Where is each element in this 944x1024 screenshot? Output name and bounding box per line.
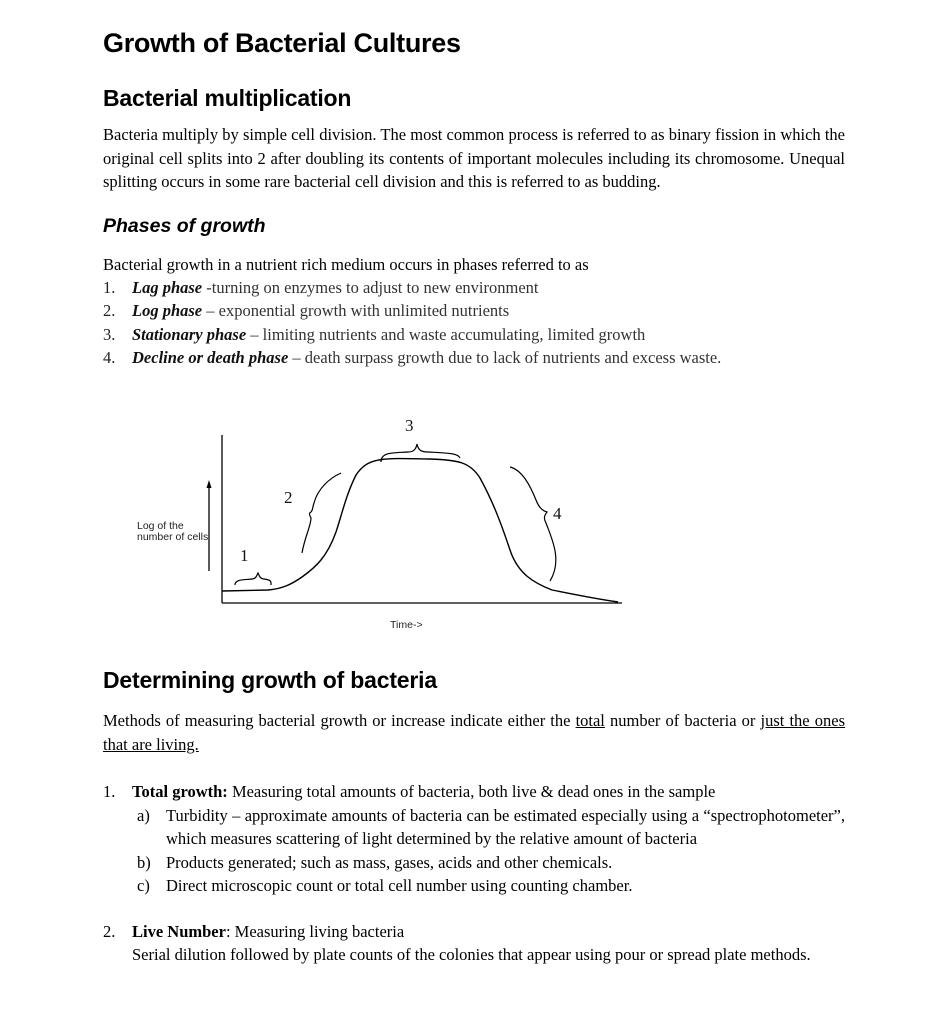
bracket-decline-phase [510, 467, 556, 581]
phase-number: 2. [103, 301, 116, 320]
phase-number: 1. [103, 277, 116, 297]
sub-item-letter: b) [137, 852, 151, 872]
sub-item-direct-count [132, 874, 845, 898]
heading-phases-of-growth: Phases of growth [103, 214, 266, 237]
heading-bacterial-multiplication: Bacterial multiplication [103, 85, 352, 111]
methods-list [103, 780, 845, 967]
phase-number: 3. [103, 324, 116, 344]
phase-term: Decline or death phase [132, 348, 289, 367]
y-axis-label-line1: Log of the [137, 520, 184, 532]
method-number: 1. [103, 782, 116, 801]
sub-item-text: Products generated; such as mass, gases, acids and other chemicals. [166, 852, 613, 872]
sub-item-letter: c) [137, 876, 150, 895]
sub-method-list [132, 804, 845, 898]
method-label: Total growth: [132, 782, 228, 801]
phase-description: – limiting nutrients and waste accumulating, limited growth [246, 324, 646, 344]
intro-text: number of bacteria or [604, 711, 761, 730]
method-number: 2. [103, 921, 116, 941]
phase-item-lag [103, 276, 845, 300]
phase-number: 4. [103, 348, 116, 367]
method-text: Measuring total amounts of bacteria, both live & dead ones in the sample [227, 782, 716, 801]
method-title-line [132, 920, 845, 944]
document-section-growth [103, 24, 845, 370]
marker-phase-2: 2 [284, 488, 293, 507]
sub-item-turbidity [132, 804, 845, 851]
marker-phase-3: 3 [405, 416, 414, 435]
marker-phase-1: 1 [240, 546, 249, 565]
phase-item-stationary [103, 323, 845, 347]
intro-underlined-living: just the ones that are living. [103, 711, 845, 754]
sub-item-letter: a) [137, 805, 150, 825]
method-text: : Measuring living bacteria [225, 921, 405, 941]
document-section-determining [103, 664, 845, 967]
method-label: Live Number [132, 921, 226, 941]
sub-item-text: Direct microscopic count or total cell number using counting chamber. [166, 876, 633, 895]
y-axis-arrow-head [207, 480, 212, 488]
phases-intro: Bacterial growth in a nutrient rich medium occurs in phases referred to as [103, 254, 589, 274]
phase-item-log [103, 299, 845, 323]
method-item-total-growth [103, 780, 845, 898]
heading-determining-growth: Determining growth of bacteria [103, 667, 437, 693]
x-axis-label: Time-> [390, 619, 423, 631]
paragraph-multiplication: Bacteria multiply by simple cell division. The most common process is referred to as binary fission in which the original cell splits into 2 after doubling its contents of important molecules including its chromosome. Unequal splitting occurs in some rare bacterial cell division and this is referred to as budding. [103, 125, 845, 191]
bracket-lag-phase [235, 573, 271, 585]
paragraph-methods-intro [103, 709, 845, 756]
phase-description: – exponential growth with unlimited nutrients [202, 301, 510, 320]
bracket-stationary-phase [381, 444, 460, 462]
phase-term: Lag phase [132, 277, 203, 297]
phase-description: -turning on enzymes to adjust to new environment [202, 277, 539, 297]
method-title-line [132, 780, 845, 804]
method-item-live-number [103, 920, 845, 967]
phase-term: Log phase [132, 301, 203, 320]
phase-term: Stationary phase [132, 324, 247, 344]
intro-text: Methods of measuring bacterial growth or increase indicate either the [103, 711, 576, 730]
method-detail: Serial dilution followed by plate counts of the colonies that appear using pour or spread plate methods. [132, 945, 811, 964]
growth-curve-line [222, 459, 618, 602]
y-axis-label-line2: number of cells [137, 531, 209, 543]
bracket-log-phase [302, 473, 341, 553]
phase-item-decline [103, 346, 845, 370]
intro-underlined-total: total [575, 711, 605, 730]
sub-item-products [132, 851, 845, 875]
marker-phase-4: 4 [553, 504, 562, 523]
page-title: Growth of Bacterial Cultures [103, 28, 461, 58]
sub-item-text: Turbidity – approximate amounts of bacteria can be estimated especially using a “spectrophotometer”, which measures scattering of light determined by the relative amount of bacteria [166, 805, 845, 848]
phases-list [103, 276, 845, 370]
phase-description: – death surpass growth due to lack of nutrients and excess waste. [288, 348, 722, 367]
